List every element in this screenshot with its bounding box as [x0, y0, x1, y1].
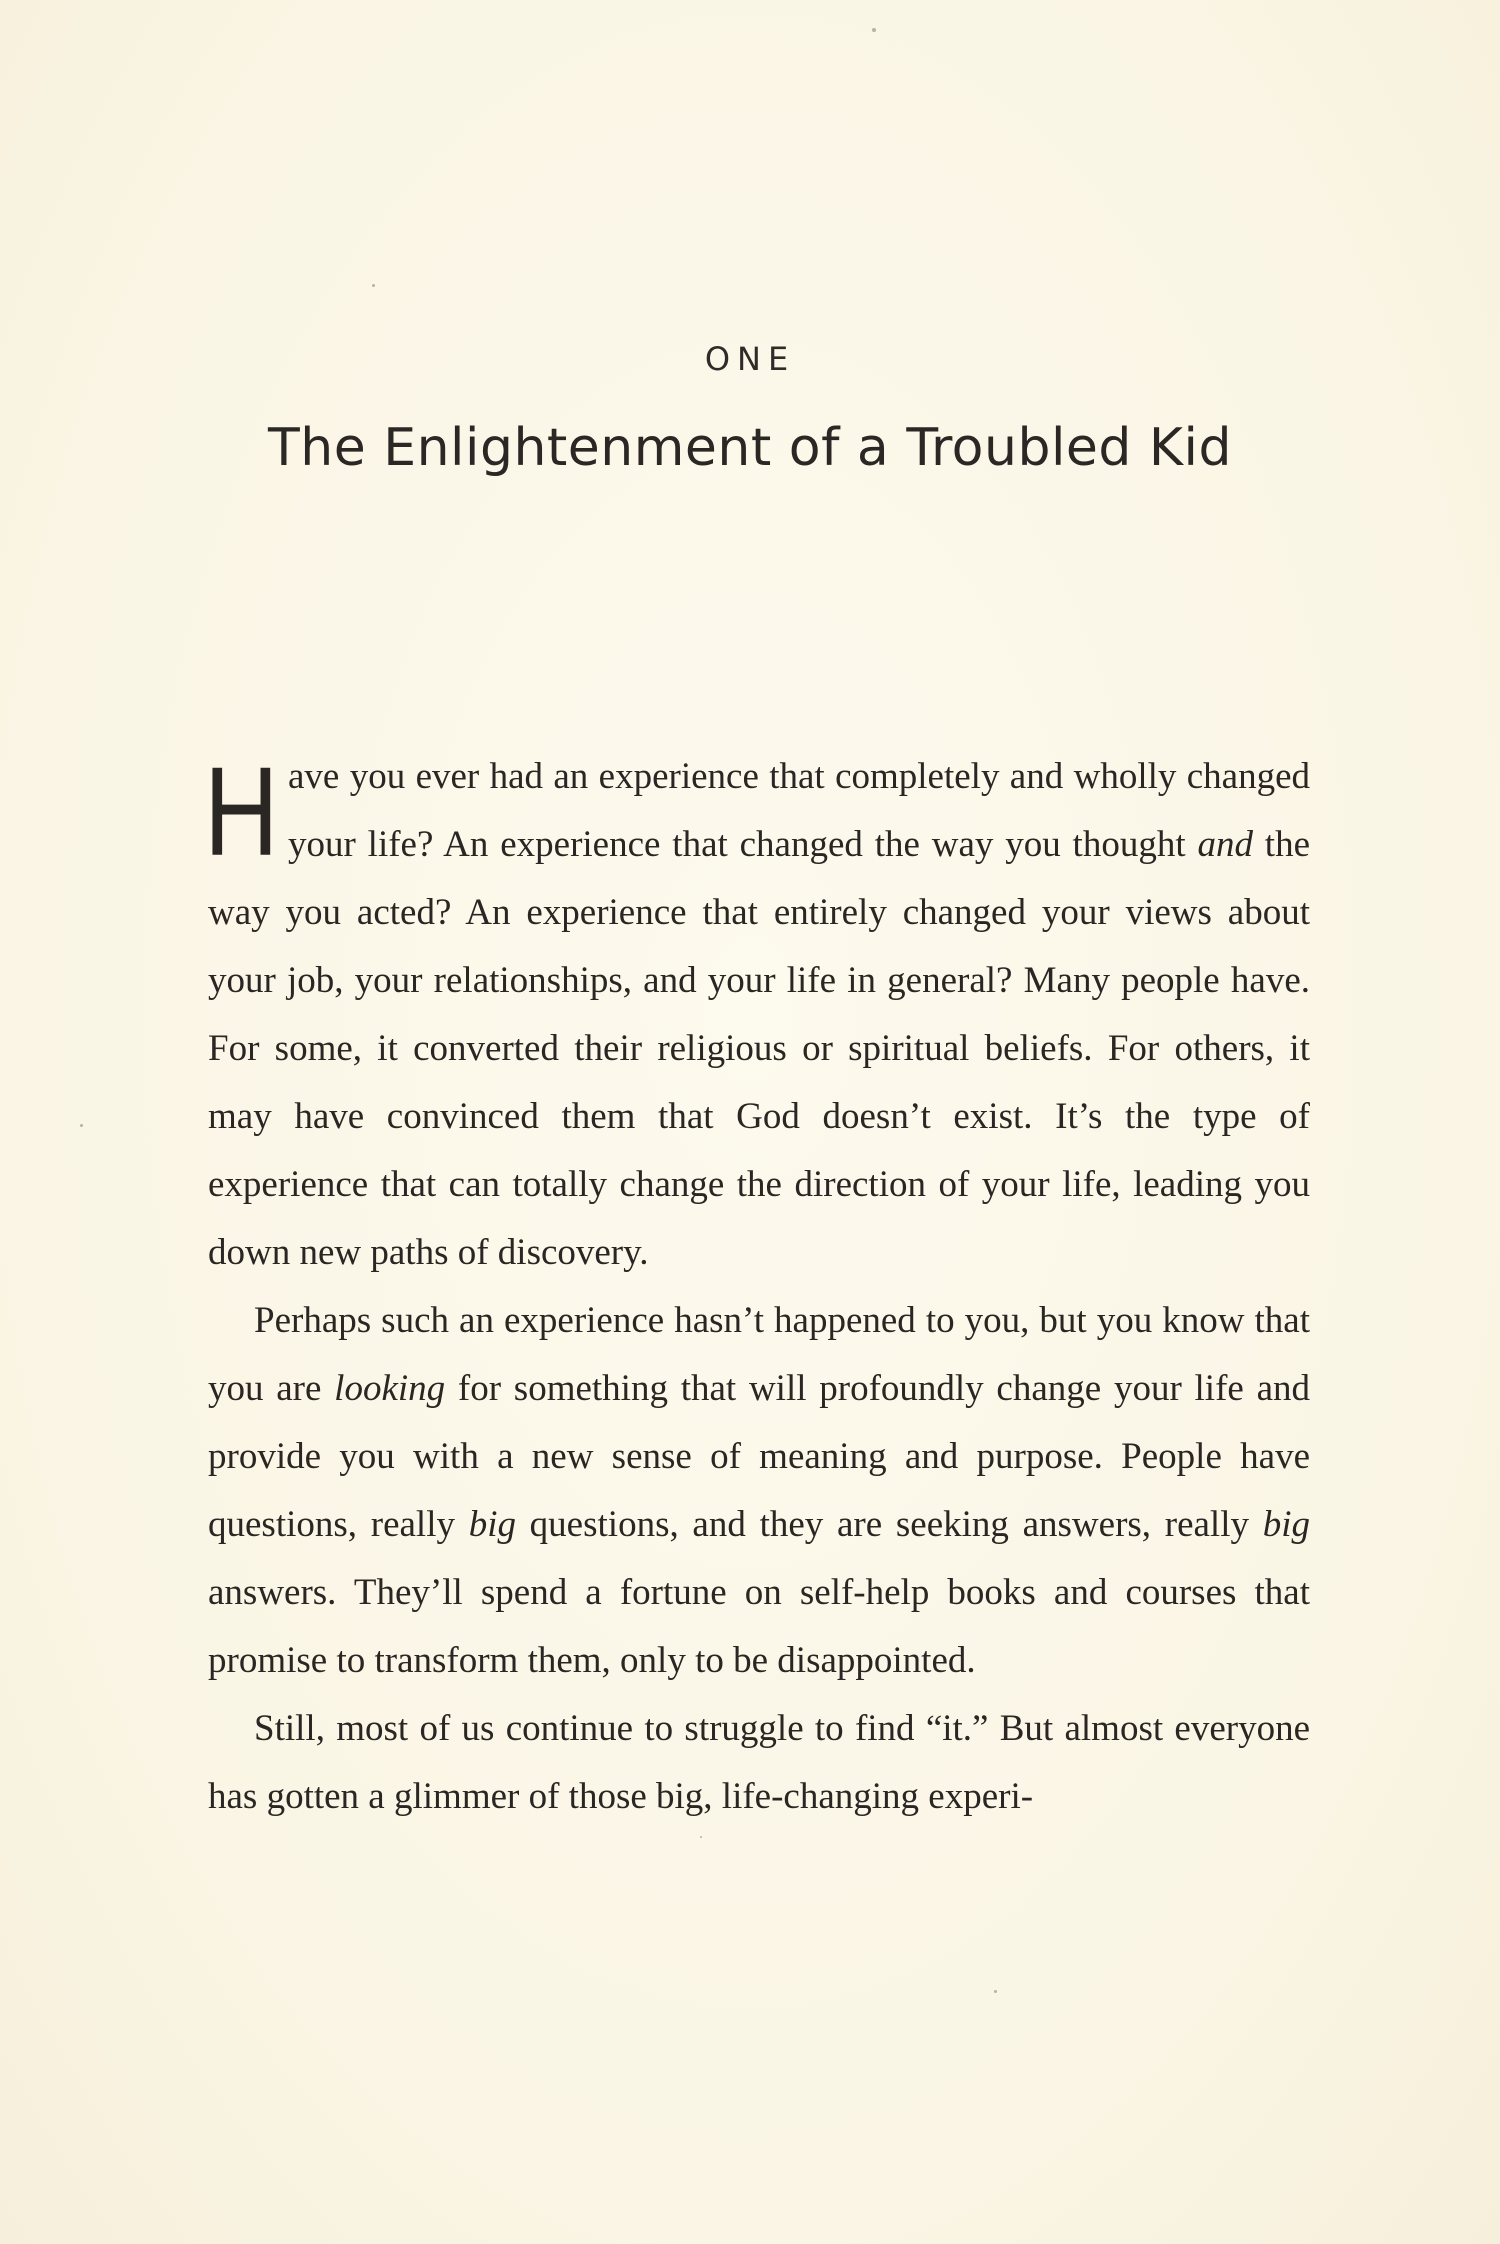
paper-speck: [80, 1124, 83, 1127]
chapter-number: ONE: [704, 340, 796, 378]
paragraph-2-emphasis-looking: looking: [334, 1368, 446, 1409]
chapter-title: The Enlightenment of a Troubled Kid: [268, 418, 1232, 478]
paragraph-1-emphasis: and: [1197, 824, 1253, 865]
paragraph-1-text-b: the way you acted? An experience that entirely changed your views about your job, your relationships, and your life in general? Many people have. For some, it converted their religious or spiritual beliefs. For others, it may have convinced them that God doesn’t exist. It’s the type of experience that can totally change the direction of your life, leading you down new paths of discovery.: [208, 824, 1311, 1273]
paragraph-2: [208, 1287, 1310, 1695]
paragraph-1-text-a: ave you ever had an experience that completely and wholly changed your life? An experience that changed the way you thought: [288, 756, 1310, 865]
paper-speck: [372, 284, 375, 287]
paragraph-2-text-a: Perhaps such an experience hasn’t happened to you, but you know that you are: [208, 1300, 1310, 1409]
paper-speck: [994, 1990, 997, 1993]
drop-cap-letter: H: [204, 741, 279, 882]
paragraph-3: [208, 1695, 1310, 1831]
paragraph-2-emphasis-big-1: big: [468, 1504, 516, 1545]
paragraph-1: [204, 741, 1311, 1287]
paragraph-2-text-b: for something that will profoundly change your life and provide you with a new sense of meaning and purpose. People have questions, really: [208, 1368, 1310, 1545]
paragraph-2-text-d: answers. They’ll spend a fortune on self-help books and courses that promise to transform them, only to be disappointed.: [208, 1572, 1310, 1681]
paper-speck: [700, 1836, 702, 1838]
paragraph-2-text-c: questions, and they are seeking answers, really: [515, 1504, 1263, 1545]
paragraph-3-text: Still, most of us continue to struggle to find “it.” But almost everyone has gotten a glimmer of those big, life-changing experi-: [208, 1708, 1310, 1817]
paragraph-2-emphasis-big-2: big: [1262, 1504, 1310, 1545]
paper-speck: [872, 28, 876, 32]
chapter-body: [204, 741, 1311, 1831]
